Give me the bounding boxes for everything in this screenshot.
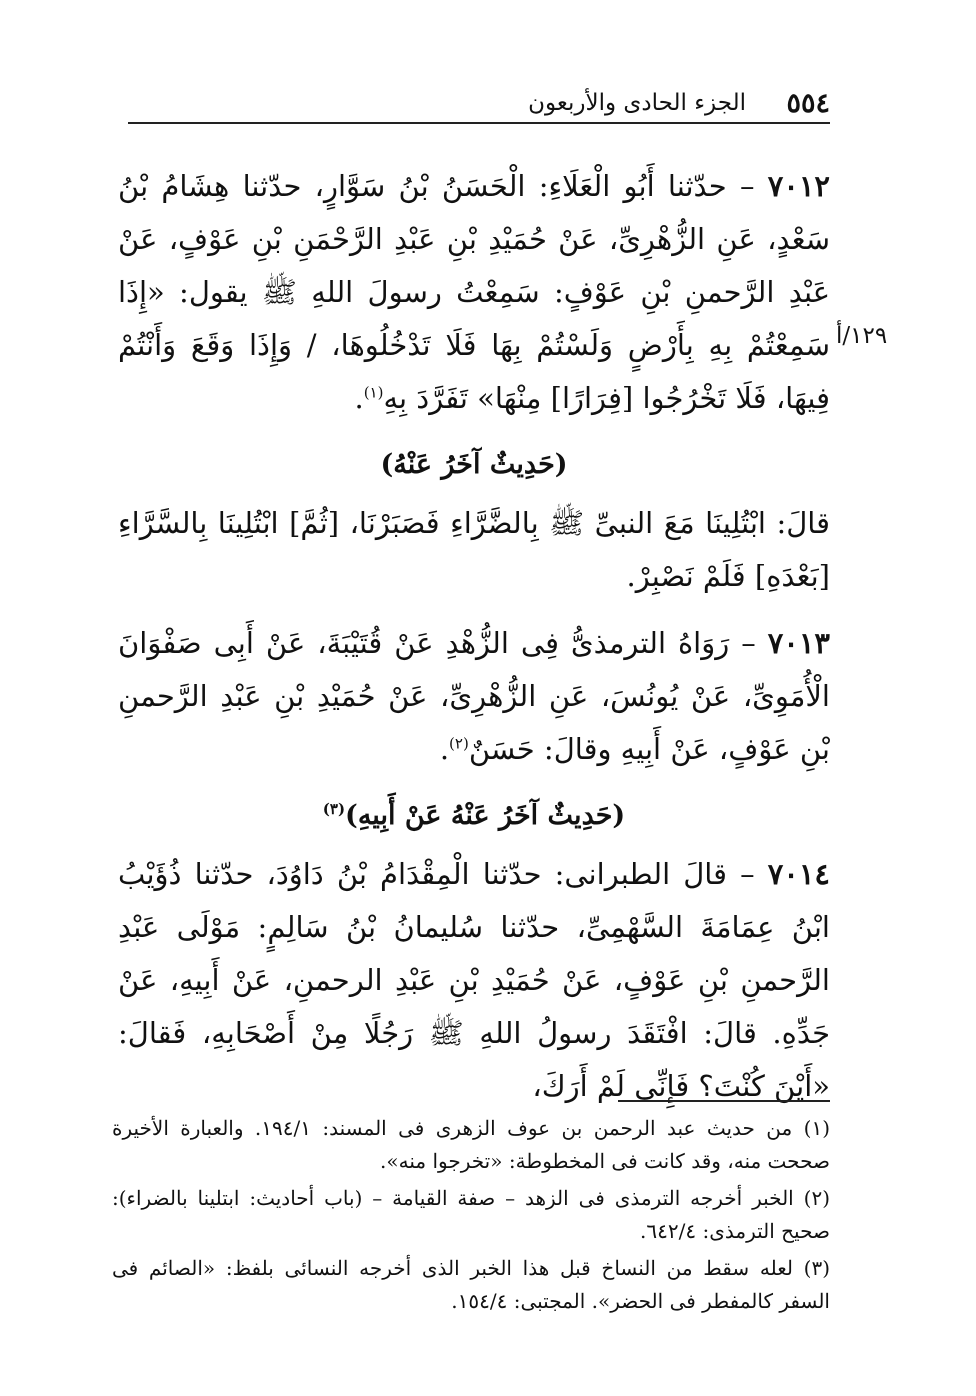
saying-paragraph: قالَ: ابْتُلِينَا مَعَ النبىِّ ﷺ بِالضَّرَّاءِ فَصَبَرْنَا، [ثُمَّ] ابْتُلِينَا بِالسَّرَّاءِ [بَعْدَهِ] فَلَمْ نَصْبِرْ. [118,506,830,593]
hadith-number: ٧٠١٣ [767,626,830,660]
hadith-7012 [118,160,830,425]
hadith-7014 [118,848,830,1113]
hadith-end: . [439,732,450,766]
hadith-end: . [354,381,364,415]
hadith-number: ٧٠١٤ [767,857,831,891]
hadith-7013 [118,617,830,776]
section-title-text: (حَدِيثٌ آخَرُ عَنْهُ عَنْ أَبِيهِ) [345,800,626,831]
footnote-ref: (١) [363,383,384,402]
running-title: الجزء الحادى والأربعون [528,90,746,116]
manuscript-folio-note: ١٢٩/أ [836,323,888,349]
footnote-3: (٣) لعله سقط من النساخ قبل هذا الخبر الذى أخرجه النسائى بلفظ: «الصائم فى السفر كالمفطر فى الحضر». المجتبى: ١٥٤/٤. [112,1256,830,1313]
hadith-text: – قالَ الطبرانى: حدّثنا الْمِقْدَامُ بْنُ دَاوُدَ، حدّثنا ذُؤَيْبُ ابْنُ عِمَامَةَ السَّهْمِىِّ، حدّثنا سُليمانُ بْنُ سَالِمٍ: مَوْلَى عَبْدِ الرَّحمنِ بْنِ عَوْفٍ، عَنْ حُمَيْدِ بْنِ عَبْدِ الرحمنِ، عَنْ أَبِيهِ، عَنْ جَدِّهِ. قالَ: افْتَقَدَ رسولُ اللهِ ﷺ رَجُلًا مِنْ أَصْحَابِهِ، فَقالَ: «أَيْنَ كُنْتَ؟ فَإِنِّى لَمْ أَرَكَ، [118,857,830,1103]
section-title: (حَدِيثٌ آخَرُ عَنْهُ) [380,449,568,480]
footnotes [112,1112,830,1322]
hadith-text: – حدّثنا أَبُو الْعَلَاءِ: الْحَسَنُ بْنُ سَوَّارٍ، حدّثنا هِشَامُ بْنُ سَعْدٍ، عَنِ الزُّهْرِىِّ، عَنْ حُمَيْدِ بْنِ عَبْدِ الرَّحْمَنِ بْنِ عَوْفٍ، عَنْ عَبْدِ الرَّحمنِ بْنِ عَوْفٍ: سَمِعْتُ رسولَ اللهِ ﷺ يقول: «إِذَا سَمِعْتُمْ بِهِ بِأَرْضٍ وَلَسْتُمْ بِهَا فَلَا تَدْخُلُوهَا، / وَإِذَا وَقَعَ وَأَنْتُمْ فِيهَا، فَلَا تَخْرُجُوا [فِرَارًا] مِنْهَا» تَفَرَّدَ بِهِ [118,169,830,415]
hadith-text: – رَوَاهُ الترمذىُّ فِى الزُّهْدِ عَنْ قُتَيْبَةَ، عَنْ أَبِى صَفْوَانَ الْأُمَوِىِّ، عَنْ يُونُسَ، عَنِ الزُّهْرِىِّ، عَنْ حُمَيْدِ بْنِ عَبْدِ الرَّحمنِ بْنِ عَوْفٍ، عَنْ أَبِيهِ وقالَ: حَسَنٌ [118,626,830,766]
hadith-number: ٧٠١٢ [767,169,831,203]
main-text [118,160,830,1113]
page-header [128,88,830,124]
page-number: ٥٥٤ [786,88,830,119]
footnote-separator [618,1100,830,1102]
footnote-ref: (٢) [449,734,469,753]
section-title-2 [118,790,830,842]
footnote-ref: (٣) [322,800,346,818]
footnote-1: (١) من حديث عبد الرحمن بن عوف الزهرى فى المسند: ١٩٤/١. والعبارة الأخيرة صححت منه، وقد كانت فى المخطوطة: «تخرجوا منه». [112,1116,831,1173]
footnote-2: (٢) الخبر أخرجه الترمذى فى الزهد – صفة القيامة – (باب أحاديث: ابتلينا بالضراء): صحيح الترمذى: ٦٤٢/٤. [112,1186,830,1243]
